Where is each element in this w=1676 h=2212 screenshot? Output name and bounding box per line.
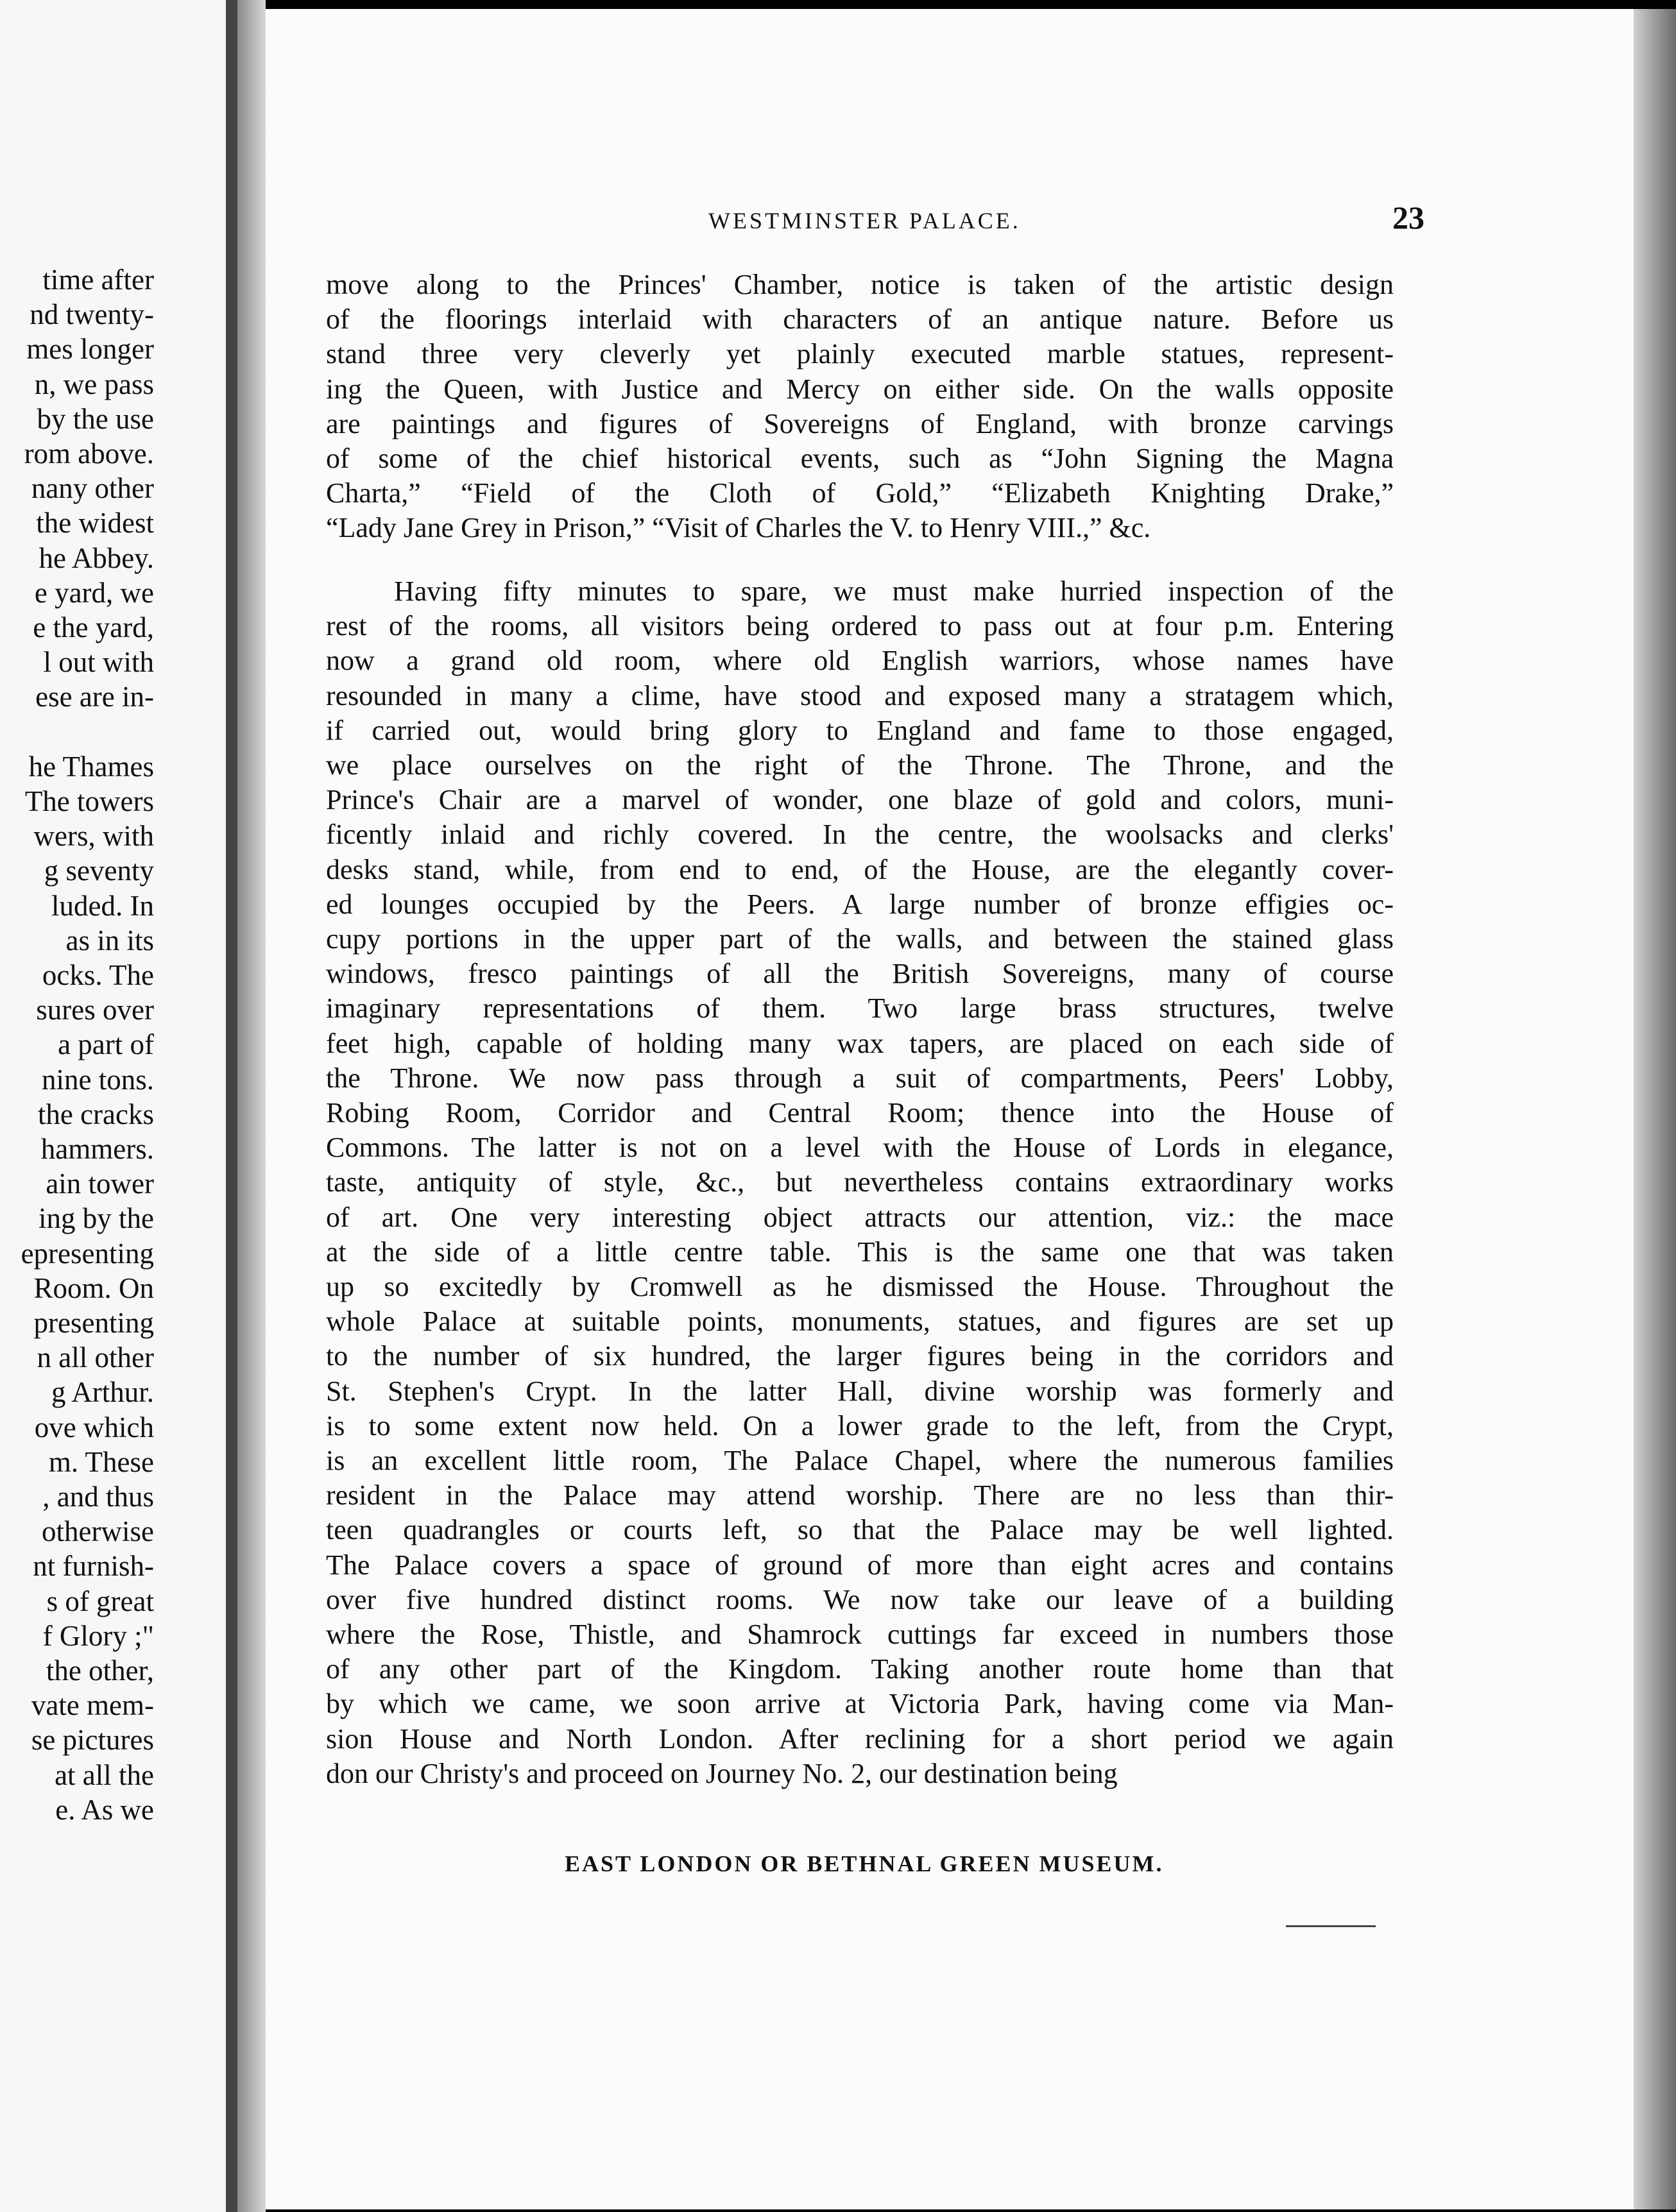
body-line: at the side of a little centre table. This is the same one that was taken bbox=[326, 1236, 1394, 1268]
body-line: of art. One very interesting object attracts our attention, viz.: the mace bbox=[326, 1202, 1394, 1233]
left-page-line: rom above. bbox=[24, 438, 154, 470]
body-line: ficently inlaid and richly covered. In the centre, the woolsacks and clerks' bbox=[326, 819, 1394, 850]
left-page-line: n all other bbox=[37, 1341, 154, 1374]
body-line: the Throne. We now pass through a suit of compartments, Peers' Lobby, bbox=[326, 1062, 1394, 1094]
body-line: desks stand, while, from end to end, of the House, are the elegantly cover- bbox=[326, 854, 1394, 885]
left-page-line: s of great bbox=[46, 1585, 154, 1617]
left-page-line: he Thames bbox=[28, 751, 154, 783]
body-line: where the Rose, Thistle, and Shamrock cuttings far exceed in numbers those bbox=[326, 1619, 1394, 1650]
page-gutter bbox=[237, 0, 266, 2212]
left-page-line: the cracks bbox=[37, 1098, 154, 1130]
left-page-line: ocks. The bbox=[42, 959, 154, 991]
body-line: by which we came, we soon arrive at Victoria Park, having come via Man- bbox=[326, 1688, 1394, 1719]
left-page-line: the other, bbox=[46, 1655, 154, 1687]
body-line: ing the Queen, with Justice and Mercy on either side. On the walls opposite bbox=[326, 373, 1394, 405]
left-page-line: se pictures bbox=[31, 1724, 154, 1756]
left-page-line: sures over bbox=[36, 994, 154, 1026]
body-line: St. Stephen's Crypt. In the latter Hall, divine worship was formerly and bbox=[326, 1375, 1394, 1407]
body-line: of the floorings interlaid with characters of an antique nature. Before us bbox=[326, 303, 1394, 335]
body-line: of any other part of the Kingdom. Taking another route home than that bbox=[326, 1653, 1394, 1685]
body-line: of some of the chief historical events, such as “John Signing the Magna bbox=[326, 443, 1394, 474]
left-page-line: e yard, we bbox=[34, 577, 154, 609]
left-page-line: as in its bbox=[65, 924, 154, 957]
body-line: feet high, capable of holding many wax tapers, are placed on each side of bbox=[326, 1028, 1394, 1059]
left-page-line: otherwise bbox=[42, 1515, 154, 1547]
body-line: “Lady Jane Grey in Prison,” “Visit of Charles the V. to Henry VIII.,” &c. bbox=[326, 512, 1151, 543]
book-spine-shadow bbox=[226, 0, 237, 2212]
body-line: don our Christy's and proceed on Journey No. 2, our destination being bbox=[326, 1758, 1118, 1789]
left-facing-page bbox=[0, 0, 226, 2212]
body-line: over five hundred distinct rooms. We now take our leave of a building bbox=[326, 1584, 1394, 1615]
left-page-line: epresenting bbox=[21, 1238, 154, 1270]
page-edge-shadow bbox=[1634, 9, 1676, 2209]
left-page-line: , and thus bbox=[42, 1481, 154, 1513]
left-page-line: g seventy bbox=[44, 855, 154, 887]
left-page-line: a part of bbox=[58, 1028, 154, 1060]
body-line: Commons. The latter is not on a level with the House of Lords in elegance, bbox=[326, 1132, 1394, 1163]
left-page-line: luded. In bbox=[51, 890, 154, 922]
body-line: Having fifty minutes to spare, we must make hurried inspection of the bbox=[394, 575, 1394, 607]
left-page-line: the widest bbox=[36, 507, 154, 539]
body-line: are paintings and figures of Sovereigns of England, with bronze carvings bbox=[326, 408, 1394, 439]
left-page-line: wers, with bbox=[33, 820, 154, 852]
body-line: ed lounges occupied by the Peers. A large number of bronze effigies oc- bbox=[326, 889, 1394, 920]
body-line: is to some extent now held. On a lower grade to the left, from the Crypt, bbox=[326, 1410, 1394, 1442]
body-line: Robing Room, Corridor and Central Room; thence into the House of bbox=[326, 1097, 1394, 1128]
body-line: sion House and North London. After reclining for a short period we again bbox=[326, 1723, 1394, 1755]
left-page-line: nd twenty- bbox=[30, 298, 154, 330]
body-line: rest of the rooms, all visitors being ordered to pass out at four p.m. Entering bbox=[326, 610, 1394, 642]
left-page-line: l out with bbox=[43, 646, 154, 678]
left-page-line: The towers bbox=[24, 785, 154, 817]
left-page-line: by the use bbox=[37, 403, 154, 435]
left-page-line: e the yard, bbox=[33, 611, 154, 643]
left-page-line: g Arthur. bbox=[51, 1376, 154, 1408]
left-page-line: ing by the bbox=[38, 1202, 154, 1234]
body-line: now a grand old room, where old English warriors, whose names have bbox=[326, 645, 1394, 676]
body-line: we place ourselves on the right of the Throne. The Throne, and the bbox=[326, 749, 1394, 781]
body-line: windows, fresco paintings of all the British Sovereigns, many of course bbox=[326, 958, 1394, 989]
running-head: WESTMINSTER PALACE. bbox=[708, 208, 1021, 234]
body-line: cupy portions in the upper part of the walls, and between the stained glass bbox=[326, 923, 1394, 955]
left-page-line: time after bbox=[42, 264, 154, 296]
body-line: imaginary representations of them. Two large brass structures, twelve bbox=[326, 992, 1394, 1024]
left-page-line: vate mem- bbox=[31, 1689, 154, 1721]
body-line: resident in the Palace may attend worship. There are no less than thir- bbox=[326, 1479, 1394, 1511]
left-page-line: Room. On bbox=[33, 1272, 154, 1304]
page-number: 23 bbox=[1392, 200, 1424, 235]
left-page-line: n, we pass bbox=[34, 368, 154, 400]
body-line: resounded in many a clime, have stood and exposed many a stratagem which, bbox=[326, 680, 1394, 711]
body-line: Charta,” “Field of the Cloth of Gold,” “Elizabeth Knighting Drake,” bbox=[326, 477, 1394, 509]
right-page bbox=[266, 9, 1634, 2209]
body-line: to the number of six hundred, the larger figures being in the corridors and bbox=[326, 1340, 1394, 1372]
body-line: stand three very cleverly yet plainly executed marble statues, represent- bbox=[326, 338, 1394, 370]
left-page-line: nany other bbox=[31, 472, 154, 504]
left-page-line: at all the bbox=[55, 1759, 154, 1791]
body-line: up so excitedly by Cromwell as he dismissed the House. Throughout the bbox=[326, 1271, 1394, 1302]
left-page-line: he Abbey. bbox=[38, 542, 154, 574]
left-page-line: hammers. bbox=[40, 1133, 154, 1165]
body-line: move along to the Princes' Chamber, notice is taken of the artistic design bbox=[326, 269, 1394, 300]
left-page-line: nine tons. bbox=[42, 1064, 154, 1096]
left-page-line: nt furnish- bbox=[33, 1550, 154, 1582]
body-line: The Palace covers a space of ground of more than eight acres and contains bbox=[326, 1549, 1394, 1581]
body-line: if carried out, would bring glory to England and fame to those engaged, bbox=[326, 715, 1394, 746]
left-page-line: ove which bbox=[34, 1411, 154, 1443]
left-page-line: mes longer bbox=[26, 333, 154, 365]
left-page-line: ain tower bbox=[46, 1168, 154, 1200]
section-heading: EAST LONDON OR BETHNAL GREEN MUSEUM. bbox=[565, 1851, 1164, 1876]
left-page-line: ese are in- bbox=[35, 681, 154, 713]
body-line: whole Palace at suitable points, monuments, statues, and figures are set up bbox=[326, 1306, 1394, 1337]
left-page-line: presenting bbox=[33, 1307, 154, 1339]
left-page-line: e. As we bbox=[55, 1794, 154, 1826]
ink-mark bbox=[1286, 1925, 1376, 1927]
left-page-line: f Glory ;" bbox=[42, 1620, 154, 1652]
body-line: taste, antiquity of style, &c., but nevertheless contains extraordinary works bbox=[326, 1166, 1394, 1198]
body-line: is an excellent little room, The Palace Chapel, where the numerous families bbox=[326, 1445, 1394, 1476]
body-line: Prince's Chair are a marvel of wonder, one blaze of gold and colors, muni- bbox=[326, 784, 1394, 815]
body-line: teen quadrangles or courts left, so that the Palace may be well lighted. bbox=[326, 1514, 1394, 1545]
left-page-line: m. These bbox=[48, 1446, 154, 1478]
